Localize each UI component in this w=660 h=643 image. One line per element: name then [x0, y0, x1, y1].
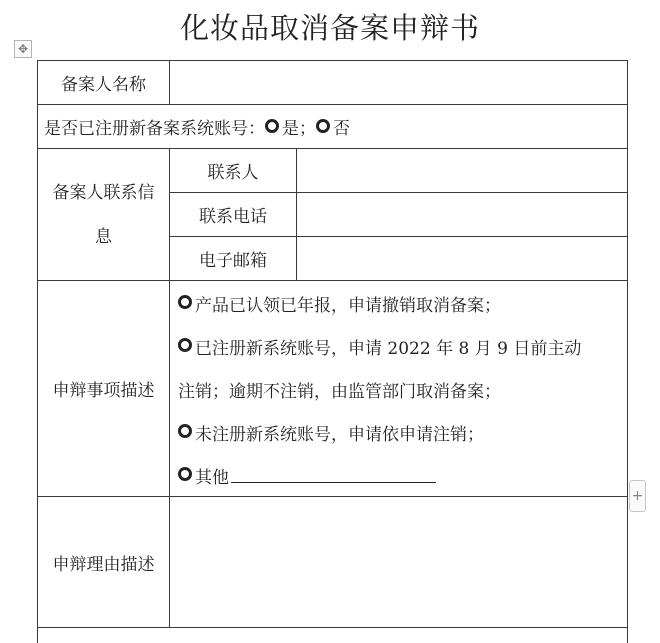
contact-phone-field[interactable]: [297, 193, 627, 236]
registered-question-label: 是否已注册新备案系统账号：: [44, 119, 265, 139]
email-label: 电子邮箱: [199, 251, 267, 271]
matter-option-4-label: 其他: [195, 467, 229, 488]
radio-icon: [178, 338, 192, 352]
matter-option-1[interactable]: [178, 288, 501, 318]
contact-group-label-line2: 息: [95, 226, 112, 247]
matter-option-3[interactable]: [178, 417, 484, 447]
option-yes-label: 是；: [282, 119, 316, 139]
contact-person-field[interactable]: [297, 149, 627, 192]
radio-icon: [178, 424, 192, 438]
option-no[interactable]: [316, 114, 350, 139]
matter-option-2-label-line2: 注销；逾期不注销，由监管部门取消备案；: [178, 381, 501, 402]
matter-option-2[interactable]: [178, 331, 581, 361]
option-yes[interactable]: [265, 114, 316, 139]
radio-icon: [316, 119, 330, 133]
filer-name-label: 备案人名称: [61, 75, 146, 95]
matter-option-3-label: 未注册新系统账号，申请依申请注销；: [195, 424, 484, 445]
contact-person-label: 联系人: [207, 163, 259, 183]
move-icon: ✥: [17, 42, 29, 56]
document-title: 化妆品取消备案申辩书: [179, 11, 480, 45]
contact-phone-label: 联系电话: [199, 207, 267, 227]
radio-icon: [178, 295, 192, 309]
radio-icon: [265, 119, 279, 133]
other-blank-line[interactable]: [231, 468, 436, 483]
matter-option-1-label: 产品已认领已年报，申请撤销取消备案；: [195, 295, 501, 316]
filer-name-field[interactable]: [170, 61, 627, 104]
matter-label: 申辩事项描述: [52, 381, 155, 401]
email-field[interactable]: [297, 237, 627, 280]
add-column-button[interactable]: [629, 480, 646, 512]
registered-question-row: [44, 105, 624, 148]
table-move-handle[interactable]: [14, 40, 32, 58]
matter-option-4[interactable]: [178, 460, 436, 490]
plus-icon: +: [631, 488, 644, 504]
reason-field[interactable]: [170, 497, 627, 627]
radio-icon: [178, 467, 192, 481]
contact-group-label: [38, 149, 169, 280]
reason-label: 申辩理由描述: [52, 554, 155, 575]
contact-group-label-line1: 备案人联系信: [52, 182, 155, 203]
option-no-label: 否: [333, 119, 350, 139]
matter-option-2-continued: [178, 374, 501, 404]
matter-option-2-label: 已注册新系统账号，申请 2022 年 8 月 9 日前主动: [195, 338, 582, 359]
